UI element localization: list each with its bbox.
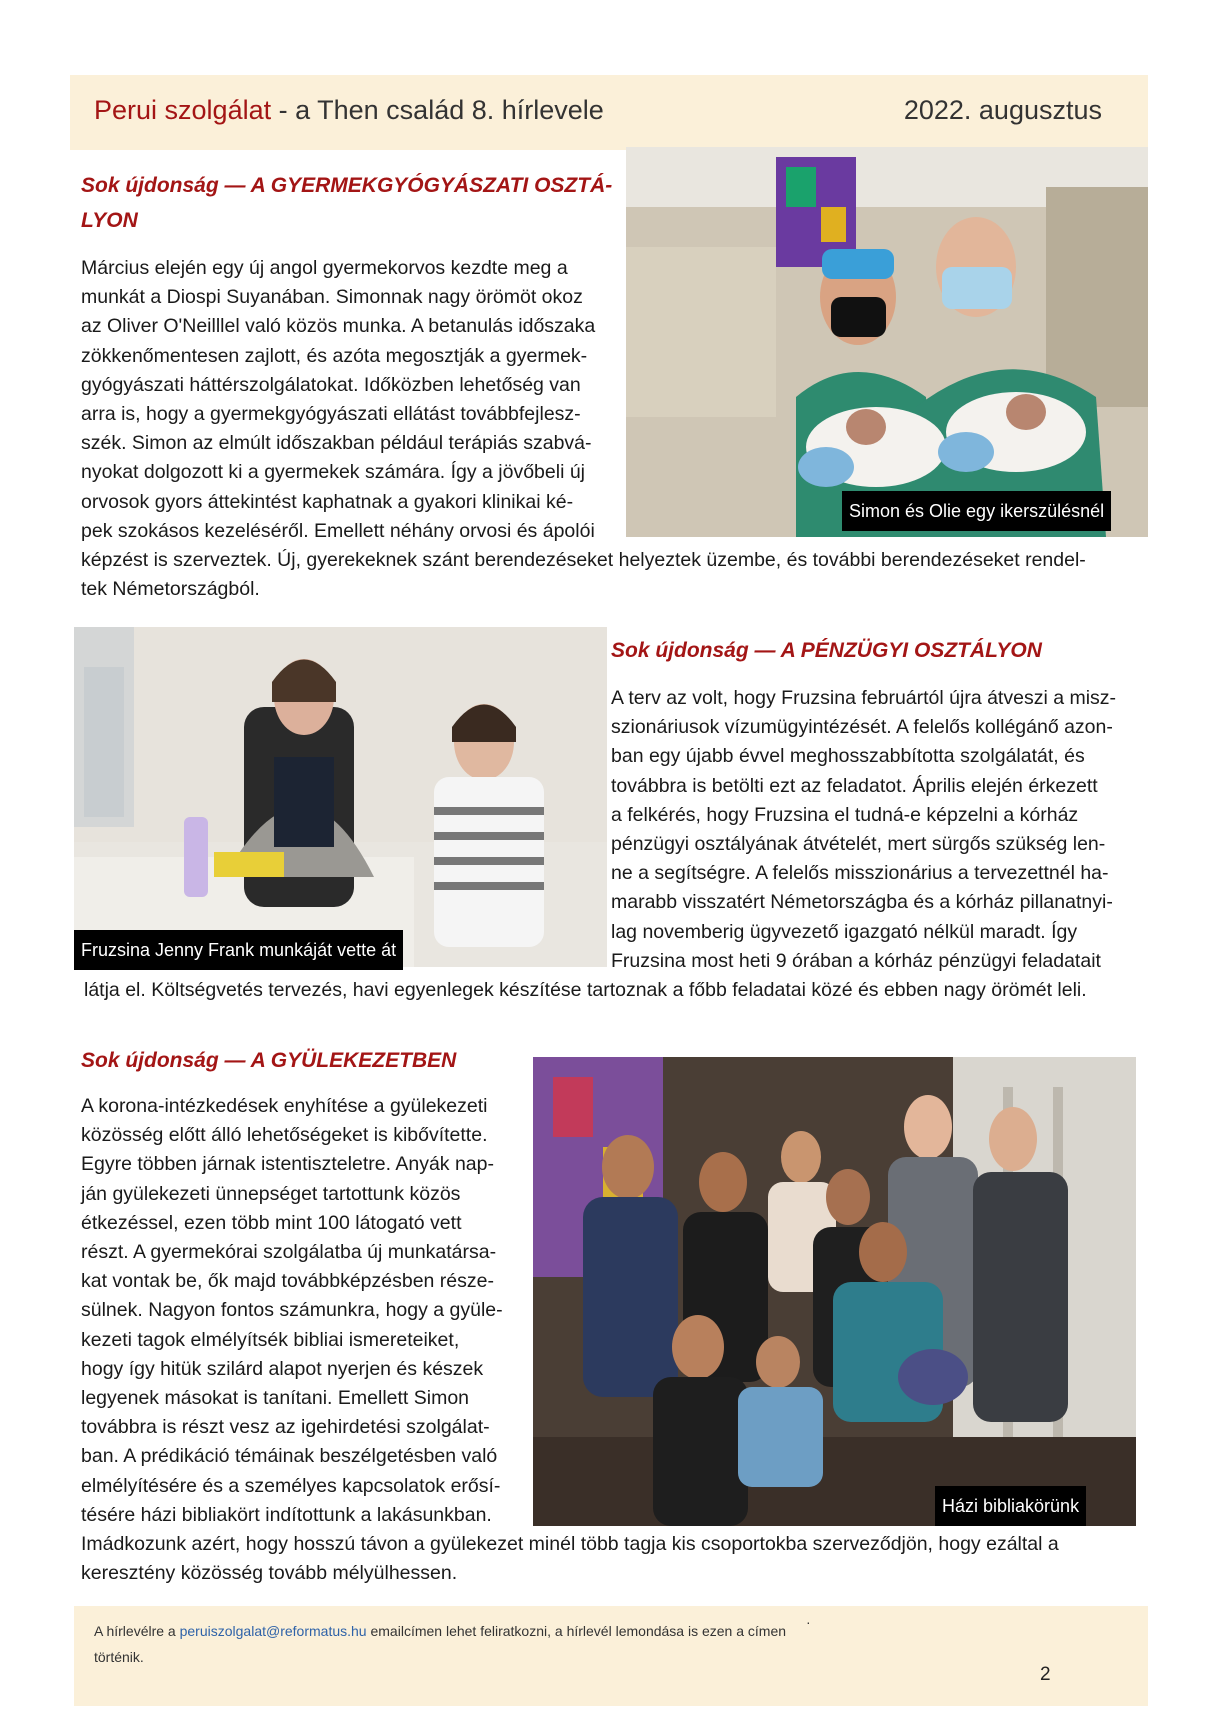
text-line: keresztény közösség tovább mélyülhessen. [81,1562,458,1585]
heading-line: LYON [81,209,138,232]
section-heading-finance: Sok újdonság — A PÉNZÜGYI OSZTÁLYON [611,639,1042,662]
text-line: kezeti tagok elmélyítsék bibliai ismereteiket, [81,1328,460,1351]
section2-body-wide [84,976,1154,1005]
note-text: A hírlevélre a [94,1623,180,1639]
photo-caption: Házi bibliakörünk [935,1486,1086,1526]
text-line: lag novemberig ügyvezető igazgató nélkül maradt. Így [611,920,1078,943]
page-number: 2 [1040,1664,1051,1685]
text-line: pénzügyi osztályának átvételét, mert sürgős szükség len- [611,833,1106,856]
text-line: szék. Simon az elmúlt időszakban például terápiás szabvá- [81,432,592,455]
photo-office-handover [74,627,607,967]
text-line: a felkérés, hogy Fruzsina el tudná-e képzelni a kórház [611,803,1079,826]
text-line: részt. A gyermekórai szolgálatba új munkatársa- [81,1241,497,1264]
text-line: hogy így hitük szilárd alapot nyerjen és készek [81,1357,484,1380]
section1-body-wide [81,546,1151,604]
newsletter-footer [74,1606,1148,1706]
photo-caption: Fruzsina Jenny Frank munkáját vette át [74,930,403,970]
text-line: Fruzsina most heti 9 órában a kórház pénzügyi feladatait [611,949,1101,972]
text-line: elmélyítésére és a személyes kapcsolatok erősí- [81,1474,501,1497]
text-line: ne a segítségre. A felelős misszionárius a tervezettnél ha- [611,862,1109,885]
text-line: marabb visszatért Németországba és a kórház pillanatnyi- [611,891,1113,914]
text-line: arra is, hogy a gyermekgyógyászati ellátást továbbfejlesz- [81,403,581,426]
section1-body-narrow [81,254,626,546]
text-line: Március elején egy új angol gyermekorvos kezdte meg a [81,257,568,279]
newsletter-date: 2022. augusztus [903,95,1102,125]
text-line: étkezéssel, ezen több mint 100 látogató vett [81,1211,462,1234]
text-line: ban egy újabb évvel meghosszabbította szolgálatát, és [611,745,1085,768]
section-heading-pediatrics [81,168,621,238]
text-line: látja el. Költségvetés tervezés, havi egyenlegek készítése tartoznak a főbb feladatai közé és ebben nagy örömét leli. [84,979,1087,1001]
photo-twins-birth [626,147,1148,537]
text-line: szionáriusok vízumügyintézését. A felelős kollégánő azon- [611,716,1113,739]
text-line: tésére házi bibliakört indítottunk a lakásunkban. [81,1503,492,1526]
text-line: pek szokásos kezeléséről. Emellett néhány orvosi és ápolói [81,519,595,542]
subscription-email-link[interactable]: peruiszolgalat@reformatus.hu [179,1623,367,1639]
text-line: közösség előtt álló lehetőségeket is kibővítette. [81,1124,488,1147]
footer-dot: · [806,1614,811,1630]
photo-caption: Simon és Olie egy ikerszülésnél [842,491,1111,531]
section-heading-congregation: Sok újdonság — A GYÜLEKEZETBEN [81,1049,457,1072]
note-text: emailcímen lehet feliratkozni, a hírlevél lemondása is ezen a címen történik. [94,1623,787,1665]
text-line: ján gyülekezeti ünnepséget tartottunk közös [81,1182,461,1205]
section3-body-wide [81,1530,1156,1588]
text-line: ban. A prédikáció témáinak beszélgetésben való [81,1445,498,1468]
title-highlight: Perui szolgálat [94,95,272,125]
photo-bible-group [533,1057,1136,1526]
text-line: sülnek. Nagyon fontos számunkra, hogy a gyüle- [81,1299,503,1322]
text-line: legyenek másokat is tanítani. Emellett Simon [81,1387,470,1410]
text-line: zökkenőmentesen zajlott, és azóta megosztják a gyermek- [81,344,588,367]
text-line: A terv az volt, hogy Fruzsina februártól újra átveszi a misz- [611,687,1117,709]
section3-body-narrow [81,1092,531,1530]
newsletter-title [94,95,604,126]
text-line: kat vontak be, ők majd továbbképzésben része- [81,1270,494,1293]
text-line: továbbra is betölti ezt az feladatot. Április elején érkezett [611,774,1098,797]
text-line: gyógyászati háttérszolgálatokat. Időközben lehetőség van [81,373,581,396]
newsletter-header [70,75,1148,150]
text-line: tek Németországból. [81,578,260,601]
text-line: A korona-intézkedések enyhítése a gyülekezeti [81,1095,488,1117]
heading-line: Sok újdonság — A GYERMEKGYÓGYÁSZATI OSZTÁ- [81,174,613,197]
text-line: az Oliver O'Neilllel való közös munka. A betanulás időszaka [81,315,596,338]
text-line: Egyre többen járnak istentiszteletre. Anyák nap- [81,1153,494,1176]
subscription-note [94,1618,794,1670]
section2-body-narrow [611,684,1151,976]
text-line: orvosok gyors áttekintést kaphatnak a gyakori klinikai ké- [81,490,574,513]
text-line: képzést is szerveztek. Új, gyerekeknek szánt berendezéseket helyeztek üzembe, és további berendezéseket rendel- [81,549,1086,571]
text-line: nyokat dolgozott ki a gyermekek számára. Így a jövőbeli új [81,461,586,484]
text-line: Imádkozunk azért, hogy hosszú távon a gyülekezet minél több tagja kis csoportokba szerveződjön, hogy ezáltal a [81,1533,1059,1555]
title-rest: - a Then család 8. hírlevele [271,95,604,125]
text-line: továbbra is részt vesz az igehirdetési szolgálat- [81,1416,490,1439]
text-line: munkát a Diospi Suyanában. Simonnak nagy örömöt okoz [81,286,583,309]
